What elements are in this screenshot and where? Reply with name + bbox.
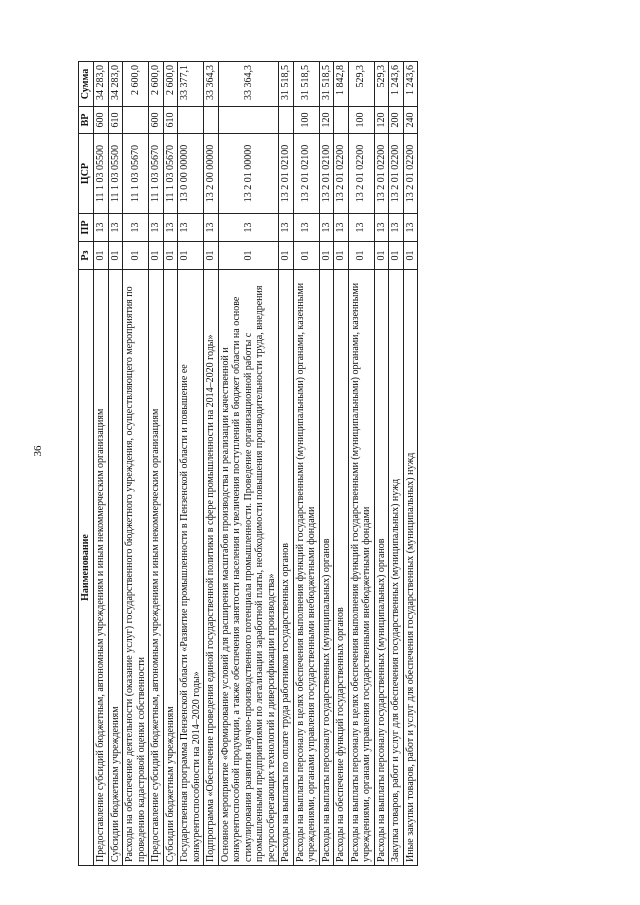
- row-sum: 31 518,5: [293, 62, 319, 107]
- header-csr: ЦСР: [79, 134, 94, 214]
- row-rz: 01: [334, 242, 349, 270]
- header-pr: ПР: [79, 214, 94, 242]
- row-name: Закупка товаров, работ и услуг для обеспечения государственных (муниципальных) нужд: [389, 270, 404, 866]
- row-sum: 2 600,0: [123, 62, 149, 107]
- row-rz: 01: [149, 242, 164, 270]
- row-csr: 11 1 03 05670: [149, 134, 164, 214]
- row-name: Предоставление субсидий бюджетным, автономным учреждениям и иным некоммерческим организациям: [94, 270, 109, 866]
- row-pr: 13: [94, 214, 109, 242]
- row-pr: 13: [403, 214, 418, 242]
- row-csr: 13 2 01 02200: [389, 134, 404, 214]
- row-csr: 13 2 01 02200: [403, 134, 418, 214]
- row-pr: 13: [348, 214, 374, 242]
- table-row: [389, 62, 404, 866]
- row-sum: 33 377,1: [178, 62, 204, 107]
- row-pr: 13: [319, 214, 334, 242]
- row-name: Расходы на выплаты персоналу в целях обеспечения выполнения функций государственными (муниципальными) органами, казенными учреждениями, органами управления государственными внебюджетными фондами: [293, 270, 319, 866]
- row-rz: 01: [279, 242, 294, 270]
- row-sum: 2 600,0: [149, 62, 164, 107]
- row-sum: 2 600,0: [163, 62, 178, 107]
- row-name: Расходы на выплаты персоналу в целях обеспечения выполнения функций государственными (муниципальными) органами, казенными учреждениями, органами управления государственными внебюджетными фондами: [348, 270, 374, 866]
- row-pr: 13: [178, 214, 204, 242]
- row-vr: [218, 107, 279, 134]
- row-rz: 01: [348, 242, 374, 270]
- table-row: [293, 62, 319, 866]
- row-pr: 13: [163, 214, 178, 242]
- row-vr: 100: [348, 107, 374, 134]
- table-row: [374, 62, 389, 866]
- row-csr: 13 2 01 00000: [218, 134, 279, 214]
- row-vr: [123, 107, 149, 134]
- row-rz: 01: [178, 242, 204, 270]
- row-pr: 13: [334, 214, 349, 242]
- row-name: Расходы на выплаты персоналу государственных (муниципальных) органов: [374, 270, 389, 866]
- row-sum: 529,3: [348, 62, 374, 107]
- row-sum: 33 364,3: [204, 62, 219, 107]
- row-sum: 34 283,0: [108, 62, 123, 107]
- row-vr: 120: [374, 107, 389, 134]
- row-rz: 01: [123, 242, 149, 270]
- row-name: Предоставление субсидий бюджетным, автономным учреждениям и иным некоммерческим организациям: [149, 270, 164, 866]
- table-row: [123, 62, 149, 866]
- table-row: [334, 62, 349, 866]
- row-sum: 34 283,0: [94, 62, 109, 107]
- row-csr: 13 2 01 02200: [334, 134, 349, 214]
- row-name: Расходы на обеспечение деятельности (оказание услуг) государственного бюджетного учреждения, осуществляющего мероприятия по проведению кадастровой оценки собственности: [123, 270, 149, 866]
- row-vr: 600: [94, 107, 109, 134]
- row-csr: 13 0 00 00000: [178, 134, 204, 214]
- row-pr: 13: [218, 214, 279, 242]
- row-name: Расходы на выплаты персоналу государственных (муниципальных) органов: [319, 270, 334, 866]
- table-row: [348, 62, 374, 866]
- row-vr: 100: [293, 107, 319, 134]
- row-csr: 13 2 01 02100: [293, 134, 319, 214]
- row-name: Субсидии бюджетным учреждениям: [108, 270, 123, 866]
- table-row: [319, 62, 334, 866]
- row-vr: 600: [149, 107, 164, 134]
- row-pr: 13: [293, 214, 319, 242]
- page-number: 36: [32, 445, 44, 457]
- table-row: [149, 62, 164, 866]
- row-csr: 11 1 03 05670: [163, 134, 178, 214]
- row-name: Расходы на обеспечение функций государственных органов: [334, 270, 349, 866]
- row-pr: 13: [204, 214, 219, 242]
- table-row: [218, 62, 279, 866]
- row-name: Расходы на выплаты по оплате труда работников государственных органов: [279, 270, 294, 866]
- row-vr: [204, 107, 219, 134]
- row-vr: [334, 107, 349, 134]
- row-name: Иные закупки товаров, работ и услуг для обеспечения государственных (муниципальных) нужд: [403, 270, 418, 866]
- row-vr: 240: [403, 107, 418, 134]
- row-pr: 13: [374, 214, 389, 242]
- table-row: [108, 62, 123, 866]
- row-sum: 1 243,6: [403, 62, 418, 107]
- table-row: [204, 62, 219, 866]
- row-sum: 33 364,3: [218, 62, 279, 107]
- table-row: [279, 62, 294, 866]
- row-csr: 13 2 01 02100: [319, 134, 334, 214]
- rotated-page-content: [78, 62, 564, 866]
- row-vr: 120: [319, 107, 334, 134]
- table-row: [178, 62, 204, 866]
- row-pr: 13: [389, 214, 404, 242]
- row-csr: 13 2 01 02200: [348, 134, 374, 214]
- row-csr: 13 2 00 00000: [204, 134, 219, 214]
- row-vr: [279, 107, 294, 134]
- header-vr: ВР: [79, 107, 94, 134]
- row-pr: 13: [123, 214, 149, 242]
- row-sum: 1 243,6: [389, 62, 404, 107]
- row-rz: 01: [163, 242, 178, 270]
- table-row: [403, 62, 418, 866]
- row-name: Государственная программа Пензенской области «Развитие промышленности в Пензенской области и повышение ее конкурентоспособности на 2014–2020 годы»: [178, 270, 204, 866]
- row-sum: 1 842,8: [334, 62, 349, 107]
- row-vr: 610: [108, 107, 123, 134]
- row-vr: 200: [389, 107, 404, 134]
- row-pr: 13: [279, 214, 294, 242]
- row-sum: 31 518,5: [319, 62, 334, 107]
- header-rz: Рз: [79, 242, 94, 270]
- row-csr: 11 1 03 05670: [123, 134, 149, 214]
- header-name: Наименование: [79, 270, 94, 866]
- row-rz: 01: [218, 242, 279, 270]
- row-rz: 01: [403, 242, 418, 270]
- row-pr: 13: [149, 214, 164, 242]
- row-rz: 01: [319, 242, 334, 270]
- row-rz: 01: [94, 242, 109, 270]
- row-name: Основное мероприятие «Формирование условий для расширения масштабов производства и реализации качественной и конкурентоспособной продукции, а также обеспечения занятости населения и увеличения поступлений в бюджет области на основе стимулирования развития научно-производственного потенциала промышленности. Проведение организационной работы с промышленными предприятиями по легализации заработной платы, необходимости повышения производительности труда, внедрения ресурсосберегающих технологий и диверсификации производства»: [218, 270, 279, 866]
- row-vr: [178, 107, 204, 134]
- row-pr: 13: [108, 214, 123, 242]
- row-name: Подпрограмма «Обеспечение проведения единой государственной политики в сфере промышленности на 2014–2020 годы»: [204, 270, 219, 866]
- row-sum: 529,3: [374, 62, 389, 107]
- table-header-row: [79, 62, 94, 866]
- row-rz: 01: [389, 242, 404, 270]
- header-sum: Сумма: [79, 62, 94, 107]
- row-csr: 13 2 01 02200: [374, 134, 389, 214]
- row-vr: 610: [163, 107, 178, 134]
- row-rz: 01: [204, 242, 219, 270]
- row-csr: 11 1 03 05500: [108, 134, 123, 214]
- row-csr: 13 2 01 02100: [279, 134, 294, 214]
- budget-table: [78, 61, 418, 866]
- table-row: [163, 62, 178, 866]
- row-sum: 31 518,5: [279, 62, 294, 107]
- row-rz: 01: [108, 242, 123, 270]
- table-row: [94, 62, 109, 866]
- row-name: Субсидии бюджетным учреждениям: [163, 270, 178, 866]
- row-csr: 11 1 03 05500: [94, 134, 109, 214]
- row-rz: 01: [374, 242, 389, 270]
- row-rz: 01: [293, 242, 319, 270]
